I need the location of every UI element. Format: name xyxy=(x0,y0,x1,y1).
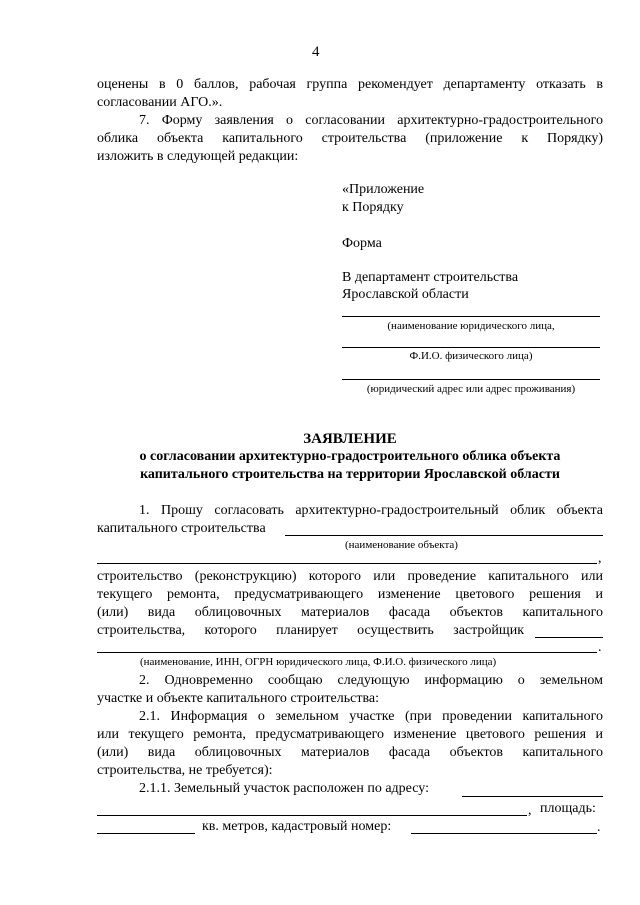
comma: , xyxy=(598,551,602,566)
area-field[interactable] xyxy=(97,833,195,834)
paragraph-2-1-line-3: (или) вида облицовочных материалов фасада объектов капитального xyxy=(97,745,603,760)
developer-field[interactable] xyxy=(535,637,603,638)
document-title: ЗАЯВЛЕНИЕ xyxy=(303,431,397,447)
paragraph-1-line-1: 1. Прошу согласовать архитектурно-градостроительный облик объекта xyxy=(139,503,603,518)
period: . xyxy=(598,640,602,655)
paragraph-2-1-line-4: строительства, не требуется): xyxy=(97,763,273,778)
paragraph-7-line-1: 7. Форму заявления о согласовании архитектурно-градостроительного xyxy=(139,113,603,128)
land-plot-address-field-continued[interactable] xyxy=(97,815,527,816)
paragraph-2-1-line-1: 2.1. Информация о земельном участке (при проведении капитального xyxy=(139,709,603,724)
legal-entity-caption: (наименование юридического лица, xyxy=(387,320,555,332)
legal-entity-name-field[interactable] xyxy=(342,316,600,317)
object-name-caption: (наименование объекта) xyxy=(345,539,458,551)
document-subtitle-2: капитального строительства на территории Ярославской области xyxy=(140,467,560,482)
area-label: площадь: xyxy=(540,801,596,816)
paragraph-1-line-2: капитального строительства xyxy=(97,521,266,536)
developer-field-continued[interactable] xyxy=(97,652,597,653)
paragraph-7-line-2: облика объекта капитального строительства (приложение к Порядку) xyxy=(97,131,603,146)
cadastral-label: кв. метров, кадастровый номер: xyxy=(202,819,392,834)
intro-line-2: согласовании АГО.». xyxy=(97,95,223,110)
cadastral-number-field[interactable] xyxy=(411,833,597,834)
paragraph-2-1-1-line-1: 2.1.1. Земельный участок расположен по адресу: xyxy=(139,781,429,796)
paragraph-1-line-5: текущего ремонта, предусматривающего изменение цветового решения и xyxy=(97,587,603,602)
comma-2: , xyxy=(528,803,532,818)
document-subtitle-1: о согласовании архитектурно-градостроительного облика объекта xyxy=(139,449,561,464)
individual-caption: Ф.И.О. физического лица) xyxy=(409,350,533,362)
paragraph-1-line-7: строительства, которого планирует осуществить застройщик xyxy=(97,623,524,638)
appendix-subtitle: к Порядку xyxy=(342,200,404,215)
paragraph-1-line-6: (или) вида облицовочных материалов фасада объектов капитального xyxy=(97,605,603,620)
paragraph-2-line-2: участке и объекте капитального строительства: xyxy=(97,691,379,706)
address-caption: (юридический адрес или адрес проживания) xyxy=(366,383,576,395)
addressee-line-2: Ярославской области xyxy=(342,287,469,302)
page-number: 4 xyxy=(312,44,320,60)
appendix-title: «Приложение xyxy=(342,182,425,197)
land-plot-address-field[interactable] xyxy=(462,796,603,797)
final-period: . xyxy=(597,820,601,835)
individual-name-field[interactable] xyxy=(342,347,600,348)
paragraph-2-1-line-2: или текущего ремонта, предусматривающего изменение цветового решения и xyxy=(97,727,603,742)
developer-caption: (наименование, ИНН, ОГРН юридического лица, Ф.И.О. физического лица) xyxy=(140,656,497,668)
object-name-field[interactable] xyxy=(285,535,603,536)
address-field[interactable] xyxy=(342,379,600,380)
form-label: Форма xyxy=(342,236,382,251)
paragraph-7-line-3: изложить в следующей редакции: xyxy=(97,149,299,164)
paragraph-2-line-1: 2. Одновременно сообщаю следующую информацию о земельном xyxy=(139,673,603,688)
addressee-line-1: В департамент строительства xyxy=(342,270,519,285)
intro-line-1: оценены в 0 баллов, рабочая группа рекомендует департаменту отказать в xyxy=(97,77,603,92)
paragraph-1-line-4: строительство (реконструкцию) которого или проведение капитального или xyxy=(97,569,603,584)
object-name-field-continued[interactable] xyxy=(97,563,597,564)
